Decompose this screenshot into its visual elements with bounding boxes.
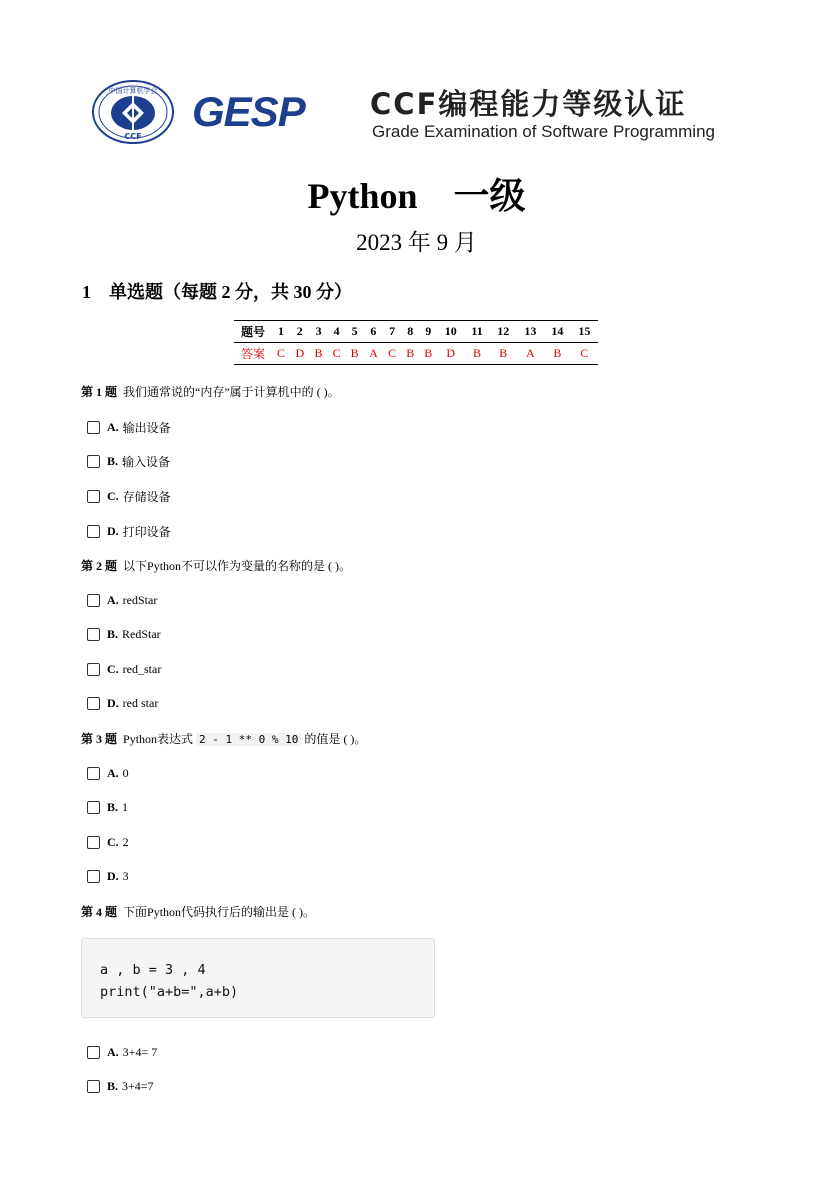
answer-key-answer: B [490, 343, 517, 365]
answer-key-answer: C [571, 343, 598, 365]
answer-key-number: 1 [272, 321, 290, 343]
checkbox[interactable] [87, 836, 100, 849]
answer-key-answer: B [464, 343, 490, 365]
gesp-logo-text: GESP [192, 88, 305, 135]
option-text: 3+4= 7 [122, 1044, 158, 1059]
inline-code: 2 - 1 ** 0 % 10 [196, 733, 301, 746]
code-block [81, 938, 435, 1018]
answer-key-answer: C [272, 343, 290, 365]
option-letter: A. [107, 592, 119, 607]
brand-title: CCF编程能力等级认证 [370, 87, 687, 121]
header [92, 80, 752, 144]
checkbox[interactable] [87, 421, 100, 434]
checkbox[interactable] [87, 628, 100, 641]
checkbox[interactable] [87, 1080, 100, 1093]
checkbox[interactable] [87, 801, 100, 814]
checkbox[interactable] [87, 490, 100, 503]
q3-option-c[interactable] [87, 834, 129, 850]
answer-key-number: 2 [290, 321, 310, 343]
option-text: 2 [122, 834, 129, 849]
q3-option-b[interactable] [87, 799, 128, 815]
option-text: RedStar [122, 626, 161, 641]
q2-option-c[interactable] [87, 661, 161, 677]
question-2-text: 以下Python不可以作为变量的名称的是 ( )。 [123, 559, 352, 573]
page-title: Python 一级 [307, 176, 526, 216]
seal-text-bottom: CCF [124, 132, 142, 141]
option-letter: C. [107, 488, 119, 503]
answer-key-number: 9 [419, 321, 437, 343]
option-text: 输入设备 [122, 454, 171, 469]
answer-key-number: 11 [464, 321, 490, 343]
option-text: 1 [122, 799, 129, 814]
option-letter: B. [107, 799, 119, 814]
question-4-text: 下面Python代码执行后的输出是 ( )。 [123, 905, 316, 919]
answer-key-number: 4 [328, 321, 346, 343]
q3-option-a[interactable] [87, 765, 129, 781]
answer-key-number: 8 [401, 321, 419, 343]
answer-key-answer: D [290, 343, 310, 365]
answer-key-answer: B [346, 343, 364, 365]
answer-key-answer: B [419, 343, 437, 365]
q1-option-a[interactable] [87, 419, 171, 435]
answer-key-number-label: 题号 [234, 321, 272, 343]
checkbox[interactable] [87, 594, 100, 607]
code-line: print("a+b=",a+b) [100, 984, 239, 1000]
question-4-label: 第 4 题 [81, 905, 118, 919]
exam-date: 2023 年 9 月 [356, 230, 477, 255]
question-3-label: 第 3 题 [81, 732, 118, 746]
option-letter: B. [107, 626, 119, 641]
answer-key-answer: B [544, 343, 571, 365]
question-2-label: 第 2 题 [81, 559, 118, 573]
option-letter: B. [107, 1078, 119, 1093]
question-4-stem [81, 903, 315, 920]
answer-key-answer: C [328, 343, 346, 365]
q1-option-c[interactable] [87, 488, 171, 504]
option-letter: A. [107, 1044, 119, 1059]
answer-key-number: 13 [517, 321, 544, 343]
code-line: a , b = 3 , 4 [100, 962, 206, 978]
option-text: red star [122, 695, 159, 710]
option-letter: A. [107, 419, 119, 434]
gesp-logo [192, 86, 342, 136]
answer-key-answers-row [234, 343, 598, 365]
checkbox[interactable] [87, 767, 100, 780]
answer-key-answer: B [401, 343, 419, 365]
answer-key-table [234, 320, 598, 365]
q1-option-b[interactable] [87, 453, 170, 469]
option-letter: D. [107, 523, 119, 538]
q2-option-a[interactable] [87, 592, 157, 608]
option-text: redStar [122, 592, 158, 607]
answer-key-number: 14 [544, 321, 571, 343]
seal-text-top: 中国计算机学会 [108, 87, 158, 95]
answer-key-answer: C [383, 343, 401, 365]
ccf-seal-logo [92, 80, 174, 144]
checkbox[interactable] [87, 525, 100, 538]
option-text: 打印设备 [122, 524, 171, 539]
q1-option-d[interactable] [87, 523, 171, 539]
q2-option-d[interactable] [87, 695, 158, 711]
checkbox[interactable] [87, 870, 100, 883]
option-text: red_star [122, 661, 162, 676]
q3-option-d[interactable] [87, 868, 129, 884]
answer-key-number: 5 [346, 321, 364, 343]
option-text: 输出设备 [122, 420, 171, 435]
question-1-stem [81, 383, 340, 400]
option-letter: D. [107, 695, 119, 710]
answer-key-answer: B [310, 343, 328, 365]
option-text: 存储设备 [122, 489, 171, 504]
option-letter: C. [107, 834, 119, 849]
answer-key-answer-label: 答案 [234, 343, 272, 365]
answer-key-answer: D [437, 343, 464, 365]
option-letter: A. [107, 765, 119, 780]
question-3-text-before: Python表达式 [123, 732, 194, 746]
question-1-label: 第 1 题 [81, 385, 118, 399]
checkbox[interactable] [87, 1046, 100, 1059]
checkbox[interactable] [87, 697, 100, 710]
question-1-text: 我们通常说的“内存”属于计算机中的 ( )。 [123, 385, 340, 399]
answer-key-number: 6 [364, 321, 384, 343]
checkbox[interactable] [87, 455, 100, 468]
answer-key-number: 10 [437, 321, 464, 343]
section-heading: 1 单选题（每题 2 分，共 30 分） [82, 282, 352, 302]
option-letter: D. [107, 868, 119, 883]
option-letter: B. [107, 453, 119, 468]
brand-subtitle: Grade Examination of Software Programming [372, 122, 715, 141]
answer-key-answer: A [364, 343, 384, 365]
checkbox[interactable] [87, 663, 100, 676]
answer-key-number: 15 [571, 321, 598, 343]
option-letter: C. [107, 661, 119, 676]
q4-option-b[interactable] [87, 1078, 154, 1094]
q2-option-b[interactable] [87, 626, 161, 642]
question-3-text-after: 的值是 ( )。 [304, 732, 367, 746]
option-text: 3+4=7 [122, 1078, 154, 1093]
question-2-stem [81, 557, 351, 574]
q4-option-a[interactable] [87, 1044, 157, 1060]
answer-key-answer: A [517, 343, 544, 365]
answer-key-number: 7 [383, 321, 401, 343]
question-3-stem [81, 730, 366, 747]
answer-key-number: 3 [310, 321, 328, 343]
option-text: 0 [122, 765, 129, 780]
option-text: 3 [122, 868, 129, 883]
answer-key-number: 12 [490, 321, 517, 343]
answer-key-numbers-row [234, 321, 598, 343]
